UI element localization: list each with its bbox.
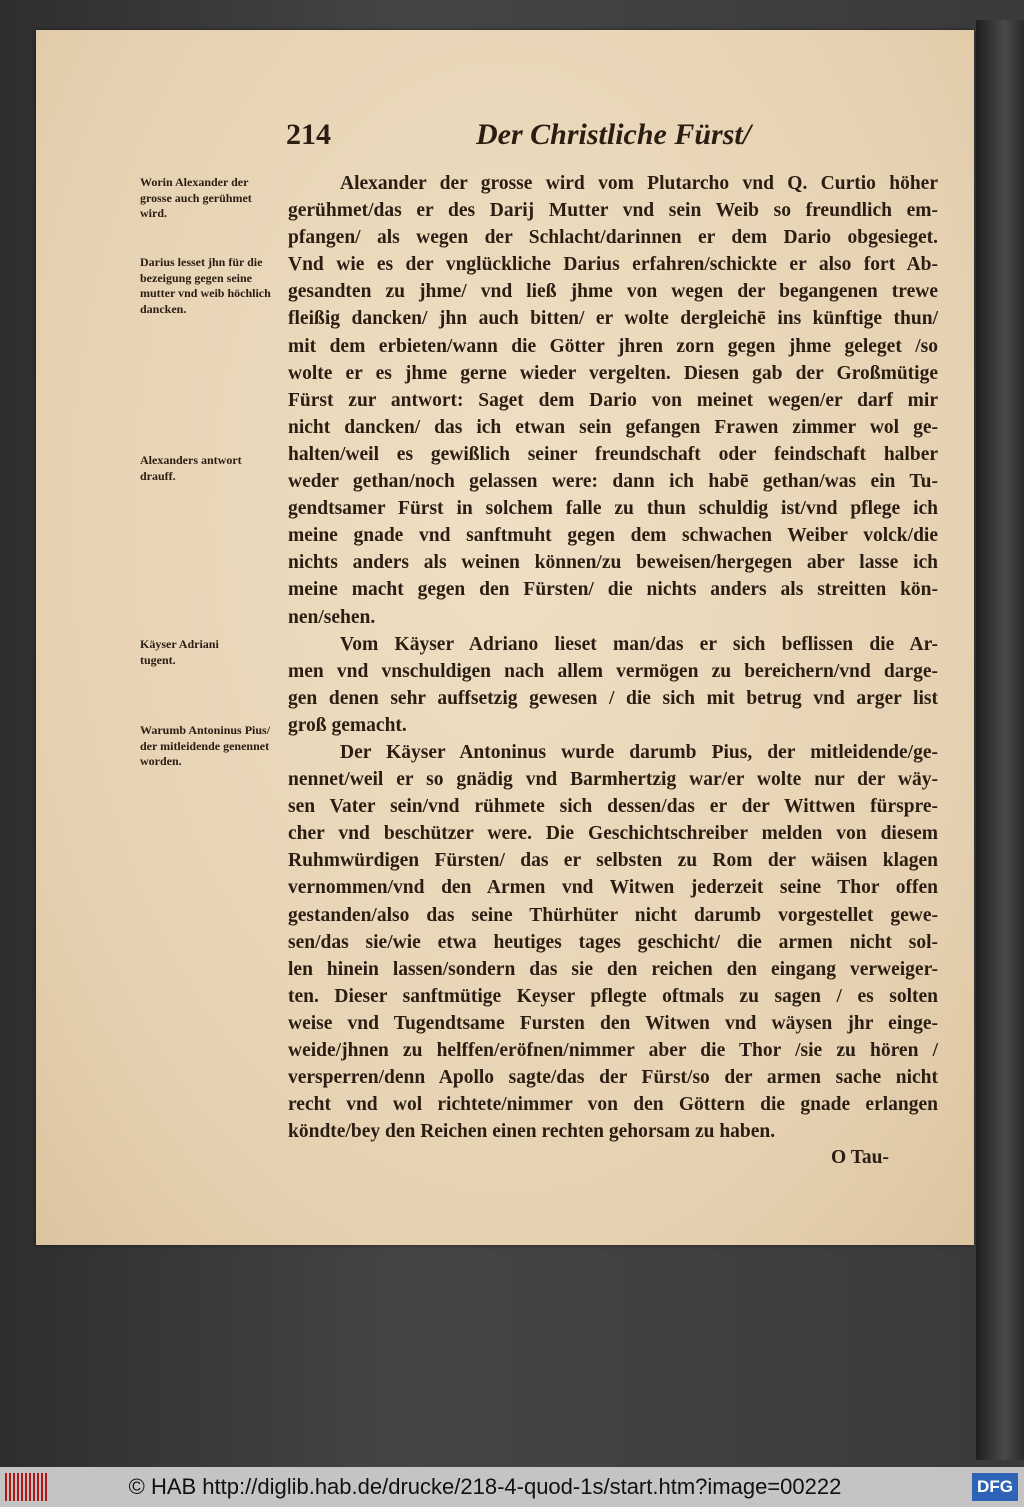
margin-note: Worin Alexander der grosse auch gerühmet wird. [140,175,252,220]
text-line: gen denen sehr auffsetzig gewesen / die sich mit betrug vnd arger list [288,687,938,709]
text-line: wolte er es jhme gerne wieder vergelten. Diesen gab der Großmütige [288,362,938,384]
text-line: ten. Dieser sanftmütige Keyser pflegte oftmals zu sagen / es solten [288,985,938,1007]
text-line: gesandten zu jhme/ vnd ließ jhme von wegen der begangenen trewe [288,281,938,303]
text-line: sen/das sie/wie etwa heutiges tages geschicht/ die armen nicht sol- [288,931,938,953]
text-line: gestanden/also das seine Thürhüter nicht darumb vorgestellet gewe- [288,904,938,926]
text-line: halten/weil es gewißlich seiner freundschaft oder feindschaft halber [288,443,938,465]
text-line: groß gemacht. [288,714,407,736]
margin-note: Alexanders antwort drauff. [140,453,242,483]
text-line: Vom Käyser Adriano lieset man/das er sich beflissen die Ar- [340,633,938,655]
text-line: sen Vater sein/vnd rühmete sich dessen/das er der Wittwen fürspre- [288,796,938,818]
text-line: gendtsamer Fürst in solchem falle zu thun schuldig ist/vnd pflege ich [288,498,938,520]
text-line: meine macht gegen den Fürsten/ die nichts anders als streitten kön- [288,579,938,601]
text-line: Alexander der grosse wird vom Plutarcho vnd Q. Curtio höher [340,173,938,194]
text-line: len hinein lassen/sondern das sie den reichen den eingang verweiger- [288,958,938,980]
text-line: pfangen/ als wegen der Schlacht/darinnen er dem Dario obgesieget. [288,227,938,249]
text-line: Der Käyser Antoninus wurde darumb Pius, der mitleidende/ge- [340,741,938,763]
footer-url[interactable]: © HAB http://diglib.hab.de/drucke/218-4-quod-1s/start.htm?image=00222 [128,1474,842,1499]
page-number: 214 [286,118,331,151]
text-line: cher vnd beschützer were. Die Geschichtschreiber melden von diesem [288,823,938,845]
footer-bar [0,1467,1024,1507]
text-line: nen/sehen. [288,606,376,628]
text-line: recht vnd wol richtete/nimmer von den Göttern die gnade erlangen [288,1094,938,1116]
book-page [36,30,974,1245]
text-line: fleißig dancken/ jhn auch bitten/ er wolte dergleichē ins künftige thun/ [288,308,938,330]
text-line: men vnd vnschuldigen nach allem vermögen zu bereichern/vnd darge- [288,660,938,682]
text-line: versperren/denn Apollo sagte/das der Fürst/so der armen sache nicht [288,1067,938,1089]
text-line: Vnd wie es der vnglückliche Darius erfahren/schickte er also fort Ab- [288,254,938,276]
margin-note: Käyser Adriani tugent. [140,637,219,667]
text-line: vernommen/vnd den Armen vnd Witwen jederzeit seine Thor offen [288,877,938,899]
text-line: köndte/bey den Reichen einen rechten gehorsam zu haben. [288,1121,776,1143]
text-line: nicht dancken/ das ich etwan sein gefangen Frawen zimmer wol ge- [288,416,938,438]
text-line: weder gethan/noch gelassen were: dann ich habē gethan/was ein Tu- [288,471,938,493]
hab-logo [5,1473,47,1501]
text-line: meine gnade vnd sanftmuht gegen dem schwachen Weiber volck/die [288,525,938,547]
text-line: weide/jhnen zu helffen/eröfnen/nimmer aber die Thor /sie zu hören / [288,1040,938,1061]
text-line: Fürst zur antwort: Saget dem Dario von meinet wegen/er darf mir [288,389,938,411]
catchword: O Tau- [831,1147,889,1168]
text-line: mit dem erbieten/wann die Götter jhren zorn gegen jhme geleget /so [288,335,938,357]
text-line: weise vnd Tugendtsame Fursten den Witwen vnd wäysen jhr einge- [288,1012,938,1034]
text-line: nennet/weil er so gnädig vnd Barmhertzig war/er wolte nur der wäy- [288,769,938,791]
text-line: Ruhmwürdigen Fürsten/ das er selbsten zu Rom der wäisen klagen [288,850,938,872]
margin-note: Darius lesset jhn für die bezeigung gegen seine mutter vnd weib höchlich dancken. [140,255,271,316]
book-edge [976,20,1024,1460]
margin-note: Warumb Antoninus Pius/ der mitleidende genennet worden. [140,723,271,768]
text-line: gerühmet/das er des Darij Mutter vnd sein Weib so freundlich em- [288,200,938,222]
dfg-logo: DFG [972,1473,1018,1501]
running-head: Der Christliche Fürst/ [476,118,752,151]
text-line: nichts anders als weinen können/zu beweisen/hergegen aber lasse ich [288,552,938,574]
main-text [288,170,938,1145]
